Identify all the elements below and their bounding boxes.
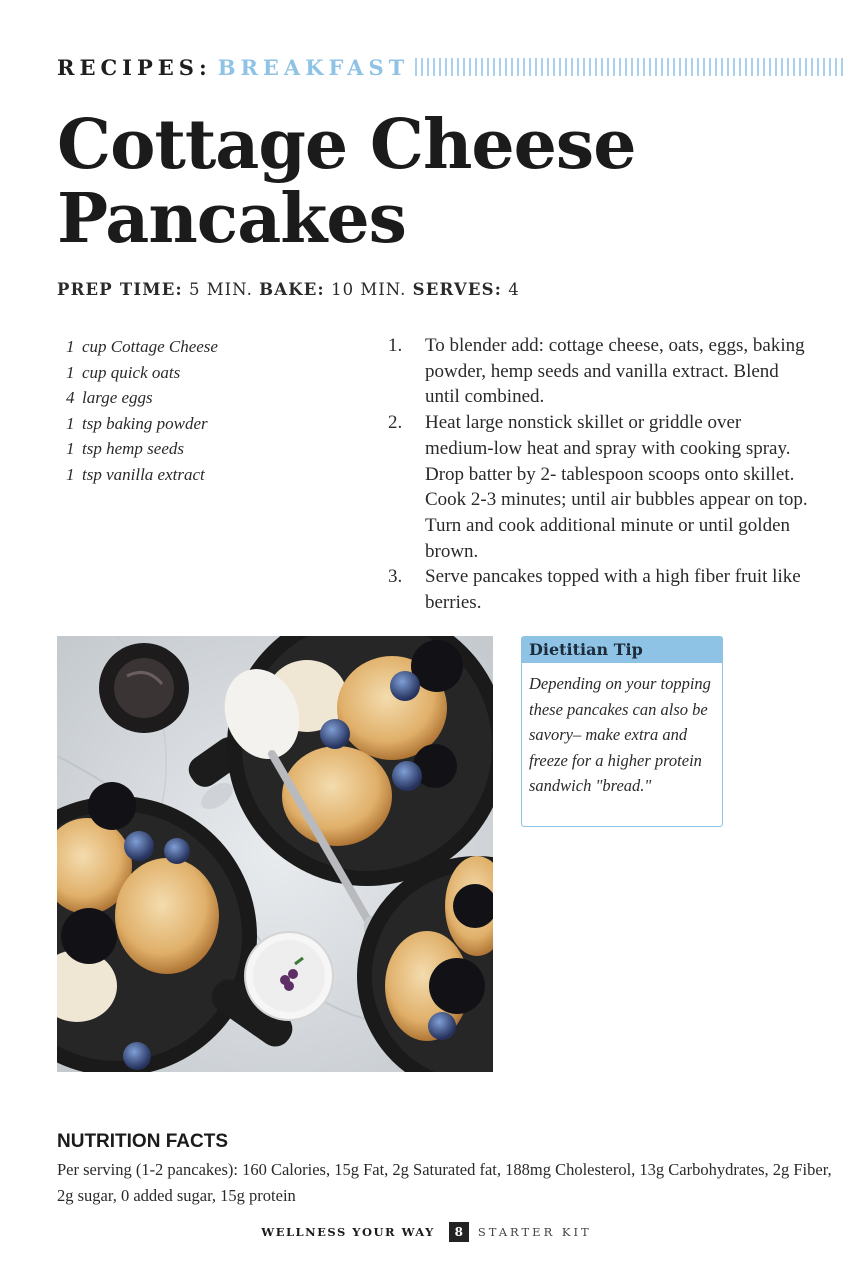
- pancake-photo-illustration: [57, 636, 493, 1072]
- ingredient-qty: 1: [66, 439, 75, 459]
- bake-time-label: BAKE:: [259, 280, 325, 299]
- tip-body: Depending on your topping these pancakes can also be savory– make extra and freeze for a higher protein sandwich "bread.": [529, 674, 711, 795]
- ingredient-text: large eggs: [82, 388, 153, 408]
- ingredient-qty: 1: [66, 413, 75, 433]
- decorative-stripes: [415, 58, 847, 76]
- bake-time-value: 10 MIN.: [331, 280, 407, 299]
- ingredient-text: tsp baking powder: [82, 413, 208, 433]
- step-number: 3.: [388, 566, 403, 588]
- serves-value: 4: [508, 280, 520, 299]
- ingredient-text: tsp hemp seeds: [82, 439, 184, 459]
- serves-label: SERVES:: [412, 280, 503, 299]
- title-line-1: Cottage Cheese: [57, 105, 636, 185]
- instruction-step: [388, 410, 808, 564]
- step-text: To blender add: cottage cheese, oats, eggs, baking powder, hemp seeds and vanilla extract. Blend until combined.: [425, 335, 805, 408]
- footer-kit-label: STARTER KIT: [477, 1225, 592, 1239]
- ingredient-item: [66, 436, 218, 462]
- ingredient-item: [66, 334, 218, 360]
- ingredient-text: cup Cottage Cheese: [82, 337, 218, 356]
- prep-time-label: PREP TIME:: [57, 280, 183, 299]
- category-label: BREAKFAST: [217, 54, 410, 80]
- ingredient-qty: 4: [66, 388, 75, 408]
- title-line-2-wrap: [57, 179, 406, 259]
- ingredient-item: [66, 360, 218, 386]
- step-number: 2.: [388, 412, 403, 434]
- prep-time-value: 5 MIN.: [189, 280, 253, 299]
- ingredient-qty: 1: [66, 464, 75, 484]
- ingredient-qty: 1: [66, 362, 75, 382]
- footer-brand: WELLNESS YOUR WAY: [261, 1225, 435, 1239]
- instruction-step: [388, 564, 808, 615]
- section-label: RECIPES:: [57, 54, 212, 80]
- ingredient-list: [66, 334, 218, 488]
- title-line-2: Pancakes: [57, 179, 406, 259]
- recipe-title: [57, 105, 757, 259]
- nutrition-body: Per serving (1-2 pancakes): 160 Calories, 15g Fat, 2g Saturated fat, 188mg Cholesterol, 13g Carbohydrates, 2g Fiber, 2g sugar, 0 added sugar, 15g protein: [57, 1160, 832, 1205]
- ingredient-item: [66, 411, 218, 437]
- step-text: Heat large nonstick skillet or griddle over medium-low heat and spray with cooking spray. Drop batter by 2- tablespoon scoops onto skillet. Cook 2-3 minutes; until air bubbles appear on top. Turn and cook additional minute or until golden brown.: [425, 412, 808, 562]
- step-text: Serve pancakes topped with a high fiber fruit like berries.: [425, 566, 801, 614]
- dietitian-tip-box: [521, 636, 723, 827]
- page-number: 8: [449, 1222, 469, 1242]
- pancake-photo: [57, 636, 493, 1072]
- nutrition-heading: NUTRITION FACTS: [57, 1131, 228, 1152]
- recipe-meta: [57, 280, 520, 299]
- instruction-list: [388, 333, 808, 616]
- ingredient-qty: 1: [66, 337, 75, 356]
- step-number: 1.: [388, 335, 403, 356]
- section-header: [57, 52, 847, 82]
- ingredient-text: cup quick oats: [82, 362, 181, 382]
- ingredient-item: [66, 385, 218, 411]
- ingredient-item: [66, 462, 218, 488]
- ingredient-text: tsp vanilla extract: [82, 464, 205, 484]
- instruction-step: [388, 333, 808, 410]
- tip-heading: Dietitian Tip: [522, 637, 722, 663]
- page-footer: [0, 1222, 853, 1242]
